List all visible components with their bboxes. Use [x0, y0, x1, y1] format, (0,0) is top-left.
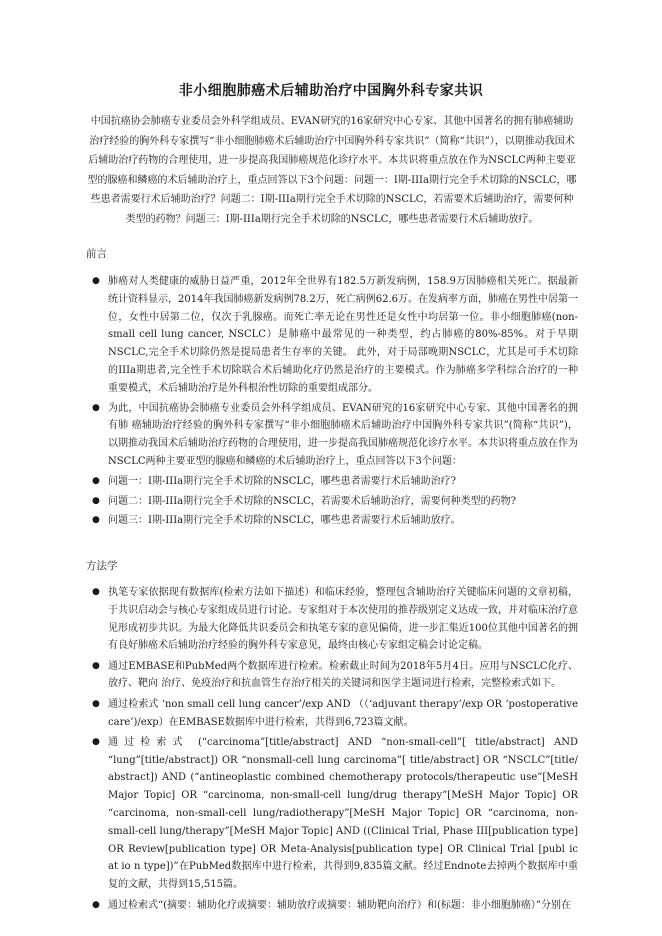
methodology-bullet-list — [86, 584, 578, 917]
bullet-icon: ● — [92, 660, 100, 671]
bullet-icon: ● — [92, 587, 100, 597]
bullet-icon: ● — [92, 475, 100, 486]
list-item: ● 通过检索式 (“carcinoma”[title/abstract] AND “non-small-cell”[ title/abstract] AND “lung”[title/abstract]) OR “nonsmall-cell lung carcinoma”[ title/abstract] OR “NSCLC”[title/ abstract]) AND (“antineoplastic combined chemotherapy protocols/therapeutic use”[MeSH Major Topic] OR “carcinoma, non-small-cell lung/drug therapy”[MeSH Major Topic] OR “carcinoma, non-small-cell lung/radiotherapy”[MeSH Major Topic] OR “carcinoma, non-small-cell lung/therapy”[MeSH Major Topic] AND ((Clinical Trial, Phase III[publication type] OR Review[publication type] OR Meta-Analysis[publication type] OR Clinical Trial [publ ic at io n type])”在PubMed数据库中进行检索，共得到9,835篇文献。经过Endnote去掉两个数据库中重复的文献，共得到15,515篇。 — [86, 734, 578, 894]
bullet-icon: ● — [92, 698, 100, 709]
bullet-icon: ● — [92, 276, 100, 286]
list-item: ● 为此，中国抗癌协会肺癌专业委员会外科学组成员、EVAN研究的16家研究中心专家、其他中国著名的拥有肺 癌辅助治疗经验的胸外科专家撰写“非小细胞肺癌术后辅助治疗中国胸外科专家共识”(简称“共识”)，以期推动我国术后辅助治疗药物的合理使用，进一步提高我国肺癌规范化诊疗水平。本共识将重点放在作为NSCLC两种主要亚型的腺癌和鳞癌的术后辅助治疗上，重点回答以下3个问题： — [86, 400, 578, 471]
bullet-icon: ● — [92, 495, 100, 506]
list-item: ● 通过检索式“(摘要：辅助化疗或摘要：辅助放疗或摘要：辅助靶向治疗）和(标题：非小细胞肺癌）”分别在 — [86, 897, 578, 915]
list-item: ● 通过检索式 ‘non small cell lung cancer’/exp AND （（‘adjuvant therapy’/exp OR ‘postoperative care’)/exp）在EMBASE数据库中进行检索，共得到6,723篇文献。 — [86, 696, 578, 732]
list-item: ● 肺癌对人类健康的威胁日益严重，2012年全世界有182.5万新发病例，158.9万因肺癌相关死亡。据最新统计资料显示，2014年我国肺癌新发病例78.2万，死亡病例62.6万。在发病率方面，肺癌在男性中居第一位，女性中居第二位，仅次于乳腺癌。而死亡率无论在男性还是女性中均居第一位。非小细胞肺癌(non-small cell lung cancer, NSCLC）是肺癌中最常见的一种类型，约占肺癌的80%-85%。对于早期NSCLC,完全手术切除仍然是提局患者生存率的关键。 此外，对于局部晚期NSCLC，尤其是可手术切除的IIIa期患者,完全性手术切除联合术后辅助化疗仍然是治疗的主要模式。作为肺癌多学科综合治疗的一种重要模式，术后辅助治疗是外科根治性切除的重要组成部分。 — [86, 273, 578, 398]
bullet-icon: ● — [92, 402, 100, 413]
bullet-icon: ● — [92, 899, 100, 910]
abstract-paragraph: 中国抗癌协会肺癌专业委员会外科学组成员、EVAN研究的16家研究中心专家、其他中国著名的拥有肺癌辅助治疗经验的胸外科专家撰写“非小细胞肺癌术后辅助治疗中国胸外科专家共识”（简称“共识”），以期推动我国术后辅助治疗药物的合理使用，进一步提高我国肺癌规范化诊疗水平。本共识将重点放在作为NSCLC两种主要亚型的腺癌和鳞癌的术后辅助治疗上，重点回答以下3个问题：问题一：I期-IIIa期行完全手术切除的NSCLC，哪些患者需要行术后辅助治疗？问题二：I期-IIIa期行完全手术切除的NSCLC，若需要术后辅助治疗，需要何种类型的药物？问题三：I期-IIIa期行完全手术切除的NSCLC，哪些患者需要行术后辅助放疗。 — [87, 116, 577, 225]
bullet-icon: ● — [92, 515, 100, 526]
section-heading-methodology: 方法学 — [86, 560, 118, 572]
section-heading-preface: 前言 — [86, 248, 107, 260]
document-title: 非小细胞肺癌术后辅助治疗中国胸外科专家共识 — [178, 83, 484, 99]
list-item: ● 通过EMBASE和PubMed两个数据库进行检索。检索截止时间为2018年5月4日。应用与NSCLC化疗、放疗、靶向 治疗、免疫治疗和抗血管生存治疗相关的关键词和医学主题词进行检索，完整检索式如下。 — [86, 658, 578, 694]
list-item: ● 问题一：I期-IIIa期行完全手术切除的NSCLC，哪些患者需要行术后辅助治疗? — [86, 473, 578, 491]
list-item: ● 执笔专家依据现有数据库(检索方法如下描述）和临床经验，整理包含辅助治疗关键临床问题的文章初稿，于共识启动会与核心专家组成员进行讨论。专家组对于本次使用的推荐级别定义达成一致，并对临床治疗意见形成初步共识。为最大化降低共识委员会和执笔专家的意见偏倚，进一步汇集近100位其他中国著名的拥有良好肺癌术后辅助治疗经验的胸外科专家意见，最终由核心专家组定稿会讨论定稿。 — [86, 584, 578, 655]
list-item: ● 问题三：I期-IIIa期行完全手术切除的NSCLC，哪些患者需要行术后辅助放疗。 — [86, 512, 578, 530]
list-item: ● 问题二：I期-IIIa期行完全手术切除的NSCLC，若需要术后辅助治疗，需要何种类型的药物? — [86, 493, 578, 511]
preface-bullet-list — [86, 273, 578, 532]
bullet-icon: ● — [92, 736, 100, 747]
